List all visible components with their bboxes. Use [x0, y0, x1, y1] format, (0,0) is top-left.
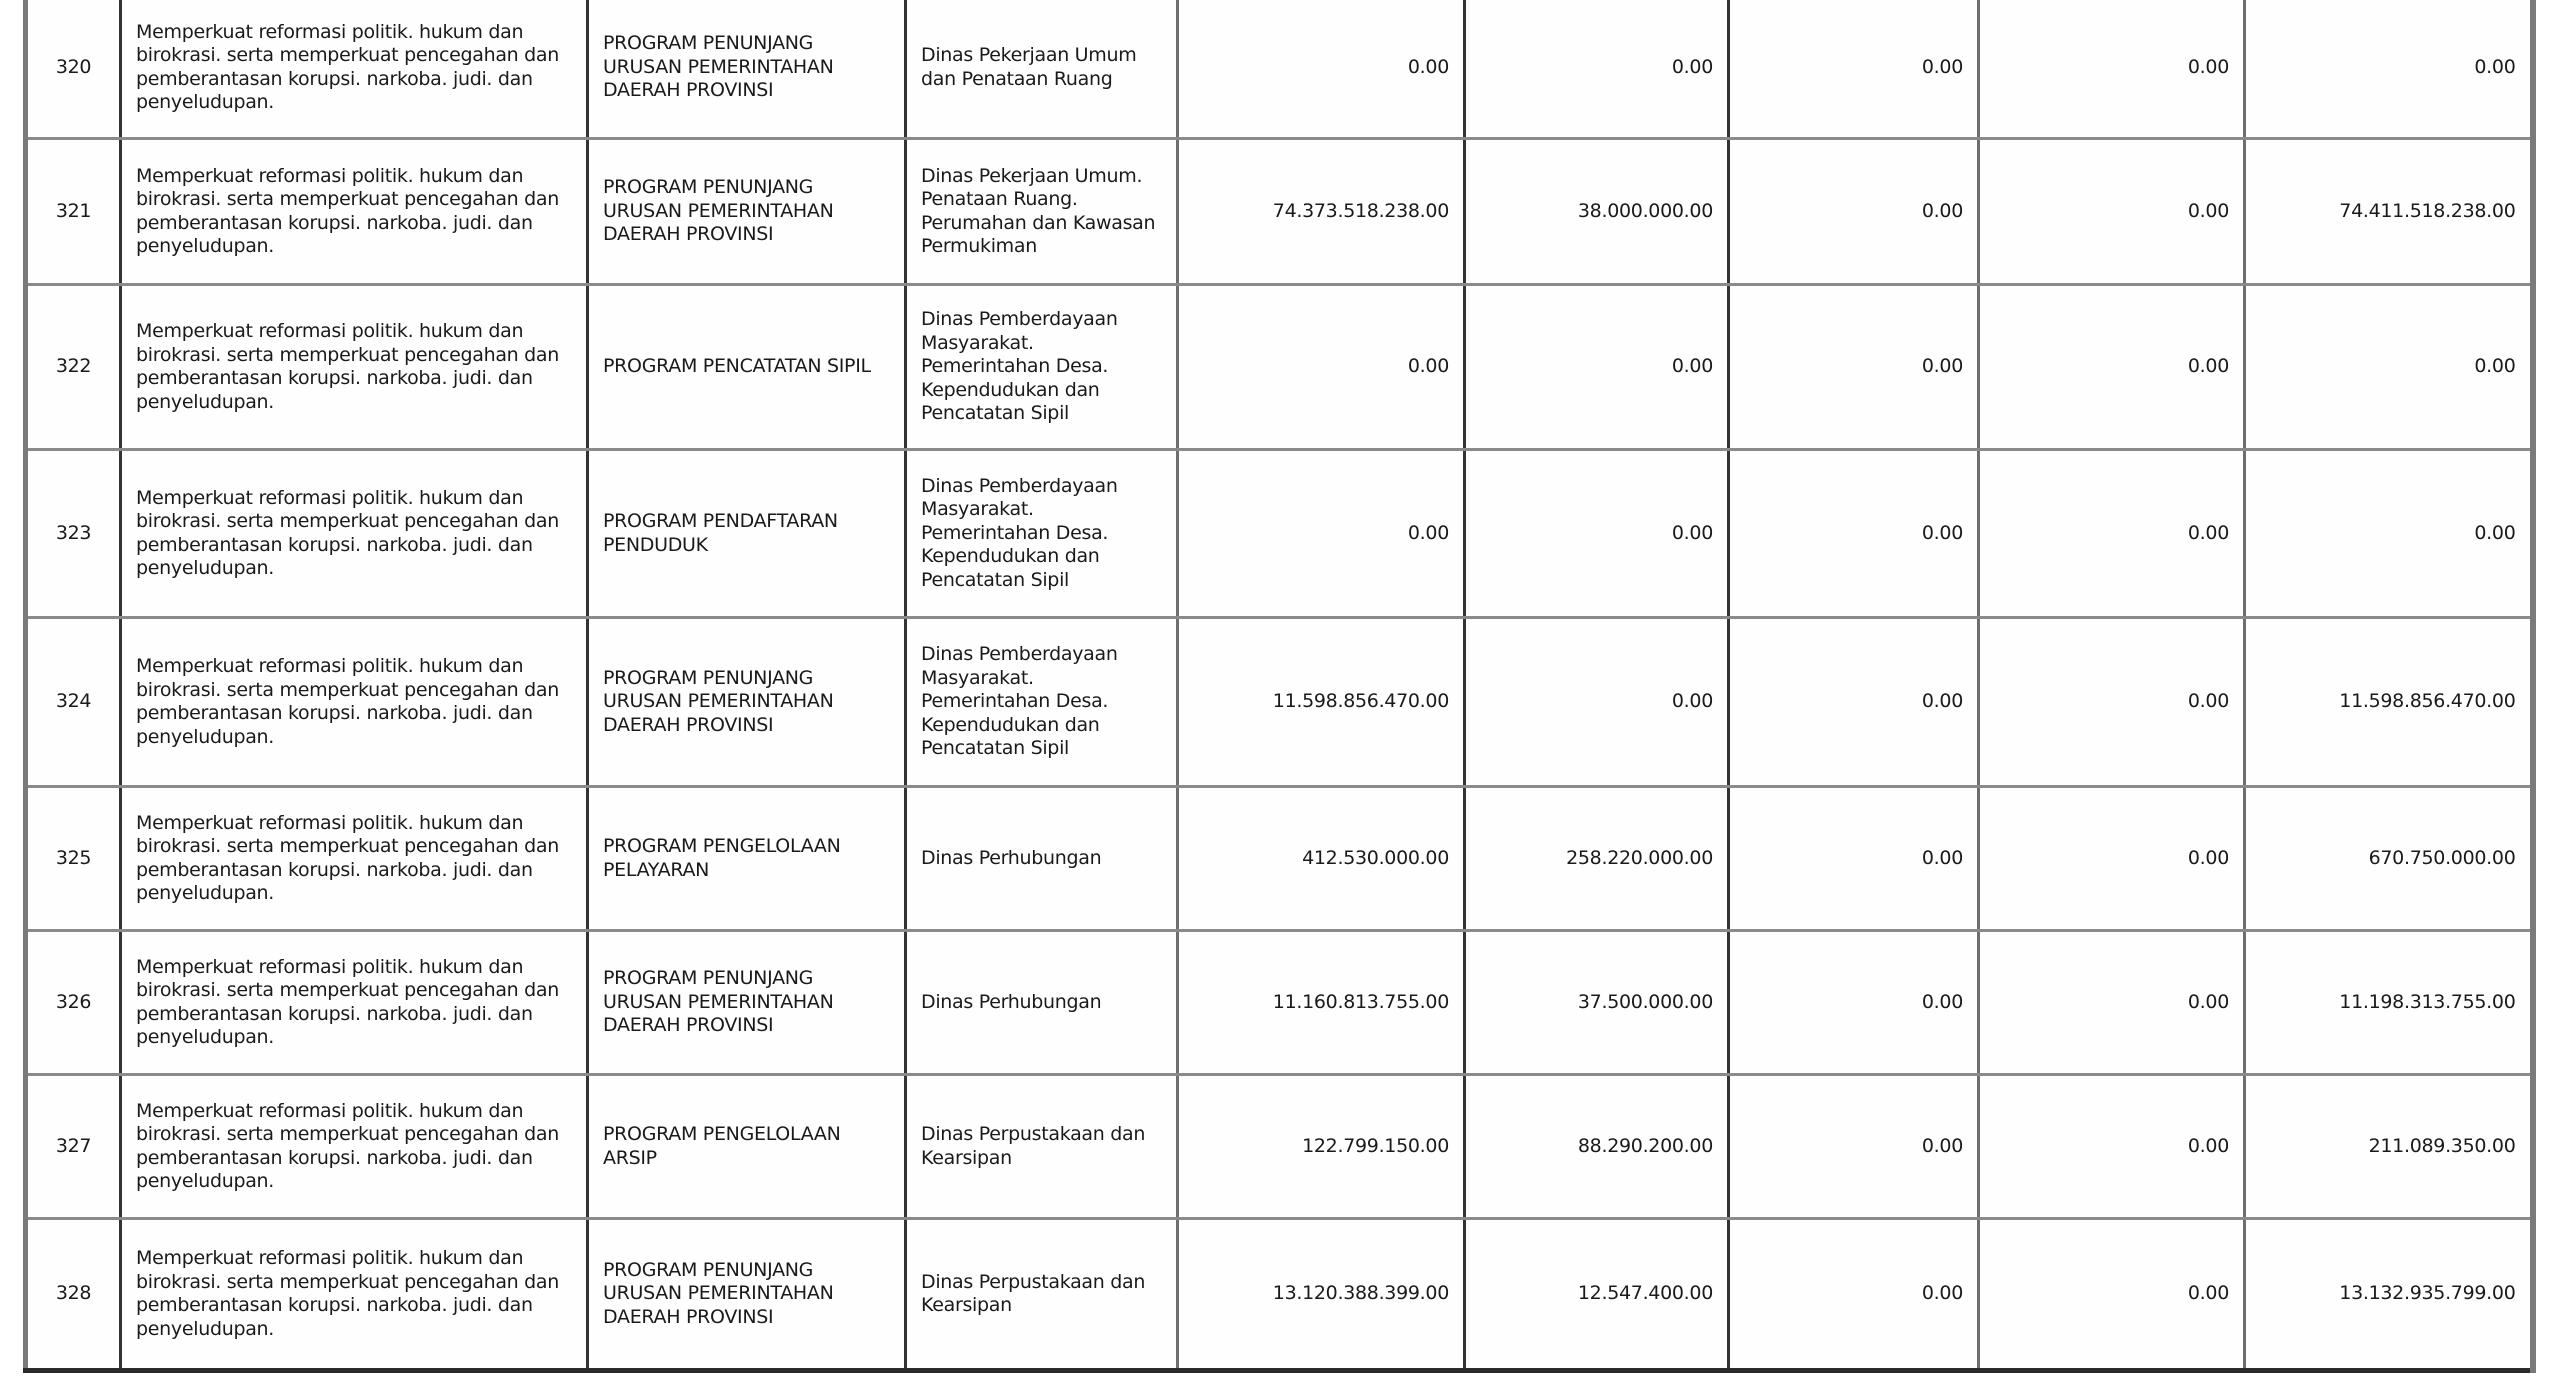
program-cell: PROGRAM PENUNJANG URUSAN PEMERINTAHAN DAERAH PROVINSI: [588, 1219, 906, 1371]
value-4-cell: 0.00: [1979, 139, 2245, 285]
program-cell: PROGRAM PENUNJANG URUSAN PEMERINTAHAN DAERAH PROVINSI: [588, 931, 906, 1075]
value-2-cell: 0.00: [1465, 0, 1729, 139]
total-cell: 670.750.000.00: [2245, 787, 2533, 931]
dinas-cell: Dinas Pekerjaan Umum. Penataan Ruang. Perumahan dan Kawasan Permukiman: [906, 139, 1178, 285]
total-cell: 11.198.313.755.00: [2245, 931, 2533, 1075]
value-3-cell: 0.00: [1729, 787, 1979, 931]
program-cell: PROGRAM PENUNJANG URUSAN PEMERINTAHAN DAERAH PROVINSI: [588, 618, 906, 787]
row-number: 328: [26, 1219, 121, 1371]
value-1-cell: 11.160.813.755.00: [1178, 931, 1465, 1075]
sasaran-cell: Memperkuat reformasi politik. hukum dan birokrasi. serta memperkuat pencegahan dan pemberantasan korupsi. narkoba. judi. dan penyeludupan.: [121, 787, 588, 931]
dinas-cell: Dinas Pemberdayaan Masyarakat. Pemerintahan Desa. Kependudukan dan Pencatatan Sipil: [906, 450, 1178, 618]
value-4-cell: 0.00: [1979, 285, 2245, 450]
value-3-cell: 0.00: [1729, 139, 1979, 285]
table-row: [26, 285, 2533, 450]
table-row: [26, 450, 2533, 618]
sasaran-cell: Memperkuat reformasi politik. hukum dan birokrasi. serta memperkuat pencegahan dan pemberantasan korupsi. narkoba. judi. dan penyeludupan.: [121, 931, 588, 1075]
dinas-cell: Dinas Perpustakaan dan Kearsipan: [906, 1075, 1178, 1219]
value-3-cell: 0.00: [1729, 618, 1979, 787]
value-2-cell: 0.00: [1465, 618, 1729, 787]
value-4-cell: 0.00: [1979, 0, 2245, 139]
table-row: [26, 139, 2533, 285]
sasaran-cell: Memperkuat reformasi politik. hukum dan birokrasi. serta memperkuat pencegahan dan pemberantasan korupsi. narkoba. judi. dan penyeludupan.: [121, 450, 588, 618]
value-3-cell: 0.00: [1729, 450, 1979, 618]
sasaran-cell: Memperkuat reformasi politik. hukum dan birokrasi. serta memperkuat pencegahan dan pemberantasan korupsi. narkoba. judi. dan penyeludupan.: [121, 618, 588, 787]
value-4-cell: 0.00: [1979, 618, 2245, 787]
value-3-cell: 0.00: [1729, 0, 1979, 139]
value-2-cell: 12.547.400.00: [1465, 1219, 1729, 1371]
table-row: [26, 1219, 2533, 1371]
dinas-cell: Dinas Perpustakaan dan Kearsipan: [906, 1219, 1178, 1371]
row-number: 327: [26, 1075, 121, 1219]
total-cell: 0.00: [2245, 0, 2533, 139]
table-row: [26, 618, 2533, 787]
dinas-cell: Dinas Pekerjaan Umum dan Penataan Ruang: [906, 0, 1178, 139]
total-cell: 0.00: [2245, 285, 2533, 450]
value-4-cell: 0.00: [1979, 931, 2245, 1075]
program-cell: PROGRAM PENGELOLAAN ARSIP: [588, 1075, 906, 1219]
sasaran-cell: Memperkuat reformasi politik. hukum dan birokrasi. serta memperkuat pencegahan dan pemberantasan korupsi. narkoba. judi. dan penyeludupan.: [121, 1219, 588, 1371]
value-2-cell: 38.000.000.00: [1465, 139, 1729, 285]
value-1-cell: 13.120.388.399.00: [1178, 1219, 1465, 1371]
value-1-cell: 0.00: [1178, 285, 1465, 450]
row-number: 320: [26, 0, 121, 139]
table-row: [26, 787, 2533, 931]
budget-table-container: [23, 0, 2530, 1373]
value-3-cell: 0.00: [1729, 285, 1979, 450]
total-cell: 11.598.856.470.00: [2245, 618, 2533, 787]
table-row: [26, 931, 2533, 1075]
value-3-cell: 0.00: [1729, 1219, 1979, 1371]
row-number: 326: [26, 931, 121, 1075]
value-2-cell: 258.220.000.00: [1465, 787, 1729, 931]
row-number: 321: [26, 139, 121, 285]
sasaran-cell: Memperkuat reformasi politik. hukum dan birokrasi. serta memperkuat pencegahan dan pemberantasan korupsi. narkoba. judi. dan penyeludupan.: [121, 0, 588, 139]
row-number: 325: [26, 787, 121, 931]
row-number: 322: [26, 285, 121, 450]
sasaran-cell: Memperkuat reformasi politik. hukum dan birokrasi. serta memperkuat pencegahan dan pemberantasan korupsi. narkoba. judi. dan penyeludupan.: [121, 1075, 588, 1219]
dinas-cell: Dinas Perhubungan: [906, 787, 1178, 931]
value-4-cell: 0.00: [1979, 1075, 2245, 1219]
total-cell: 74.411.518.238.00: [2245, 139, 2533, 285]
dinas-cell: Dinas Perhubungan: [906, 931, 1178, 1075]
value-1-cell: 0.00: [1178, 0, 1465, 139]
program-cell: PROGRAM PENUNJANG URUSAN PEMERINTAHAN DAERAH PROVINSI: [588, 139, 906, 285]
value-2-cell: 0.00: [1465, 450, 1729, 618]
program-cell: PROGRAM PENCATATAN SIPIL: [588, 285, 906, 450]
row-number: 324: [26, 618, 121, 787]
row-number: 323: [26, 450, 121, 618]
program-cell: PROGRAM PENDAFTARAN PENDUDUK: [588, 450, 906, 618]
program-cell: PROGRAM PENGELOLAAN PELAYARAN: [588, 787, 906, 931]
value-3-cell: 0.00: [1729, 1075, 1979, 1219]
value-4-cell: 0.00: [1979, 1219, 2245, 1371]
total-cell: 13.132.935.799.00: [2245, 1219, 2533, 1371]
sasaran-cell: Memperkuat reformasi politik. hukum dan birokrasi. serta memperkuat pencegahan dan pemberantasan korupsi. narkoba. judi. dan penyeludupan.: [121, 285, 588, 450]
value-1-cell: 0.00: [1178, 450, 1465, 618]
total-cell: 0.00: [2245, 450, 2533, 618]
budget-table: [23, 0, 2536, 1373]
value-3-cell: 0.00: [1729, 931, 1979, 1075]
value-2-cell: 0.00: [1465, 285, 1729, 450]
value-1-cell: 412.530.000.00: [1178, 787, 1465, 931]
value-1-cell: 11.598.856.470.00: [1178, 618, 1465, 787]
program-cell: PROGRAM PENUNJANG URUSAN PEMERINTAHAN DAERAH PROVINSI: [588, 0, 906, 139]
table-row: [26, 1075, 2533, 1219]
dinas-cell: Dinas Pemberdayaan Masyarakat. Pemerintahan Desa. Kependudukan dan Pencatatan Sipil: [906, 285, 1178, 450]
value-4-cell: 0.00: [1979, 787, 2245, 931]
total-cell: 211.089.350.00: [2245, 1075, 2533, 1219]
dinas-cell: Dinas Pemberdayaan Masyarakat. Pemerintahan Desa. Kependudukan dan Pencatatan Sipil: [906, 618, 1178, 787]
value-1-cell: 122.799.150.00: [1178, 1075, 1465, 1219]
value-4-cell: 0.00: [1979, 450, 2245, 618]
sasaran-cell: Memperkuat reformasi politik. hukum dan birokrasi. serta memperkuat pencegahan dan pemberantasan korupsi. narkoba. judi. dan penyeludupan.: [121, 139, 588, 285]
value-2-cell: 37.500.000.00: [1465, 931, 1729, 1075]
table-row: [26, 0, 2533, 139]
value-1-cell: 74.373.518.238.00: [1178, 139, 1465, 285]
value-2-cell: 88.290.200.00: [1465, 1075, 1729, 1219]
